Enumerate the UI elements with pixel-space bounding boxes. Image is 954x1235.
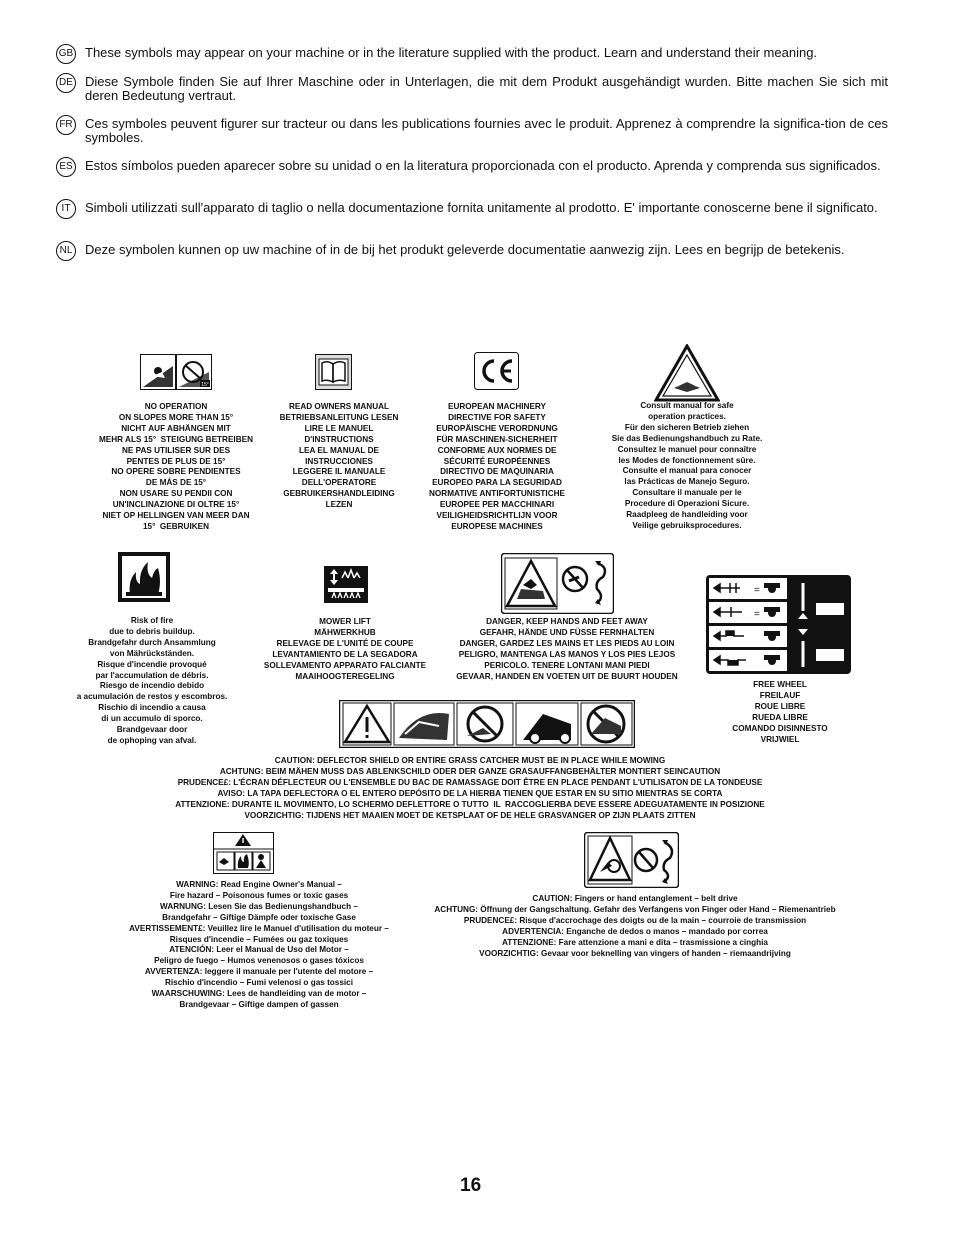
slope-badge-text: 15° xyxy=(201,382,209,388)
lang-badge-nl: NL xyxy=(56,241,76,261)
intro-text-de: Diese Symbole finden Sie auf Ihrer Maschine oder in Unterlagen, die mit dem Produkt ausgehändigt wurden. Bitte machen Sie sich mit deren Bedeutung vertraut. xyxy=(85,74,888,103)
caption-danger: DANGER, KEEP HANDS AND FEET AWAY GEFAHR, HÄNDE UND FÜSSE FERNHALTEN DANGER, GARDEZ LES MAINS ET LES PIEDS AU LOIN PELIGRO, MANTENGA LAS MANOS Y LOS PIES LEJOS PERICOLO. TENERE LONTANI MANI PIEDI GEVAAR, HANDEN EN VOETEN UIT DE BUURT HOUDEN xyxy=(456,617,678,681)
lang-badge-fr: FR xyxy=(56,115,76,135)
intro-nl xyxy=(56,243,888,261)
page-number: 16 xyxy=(460,1175,482,1196)
slope-warning-icon xyxy=(140,354,212,390)
engine-manual-warning-icon xyxy=(213,832,274,874)
caption-read-manual: READ OWNERS MANUAL BETRIEBSANLEITUNG LESEN LIRE LE MANUEL D'INSTRUCTIONS LEA EL MANUAL DE INSTRUCCIONES LEGGERE IL MANUALE DELL'OPERATORE GEBRUIKERSHANDLEIDING LEZEN xyxy=(279,402,399,510)
consult-manual-warning-icon xyxy=(654,344,720,402)
mower-lift-icon xyxy=(324,566,368,603)
ce-mark-icon xyxy=(474,352,519,390)
free-wheel-icon xyxy=(706,575,851,674)
intro-fr xyxy=(56,117,888,145)
intro-de xyxy=(56,75,888,103)
intro-text-es: Estos símbolos pueden aparecer sobre su unidad o en la literatura proporcionada con el producto. Aprenda y comprenda sus significados. xyxy=(85,158,881,173)
read-manual-icon xyxy=(315,354,352,390)
intro-gb xyxy=(56,46,888,64)
intro-text-nl: Deze symbolen kunnen op uw machine of in de bij het produkt geleverde documentatie aanwezig zijn. Lees en begrijp de betekenis. xyxy=(85,242,845,257)
caption-engine: WARNING: Read Engine Owner's Manual – Fire hazard – Poisonous fumes or toxic gases WARNUNG: Lesen Sie das Bedienungshandbuch – Brandgefahr – Giftige Dämpfe oder toxische Gase AVERTISSEMENT£: Veuillez lire le Manuel d'utilisation du moteur – Risques d'incendie – Fumées ou gaz toxiques ATENCIÓN: Leer el Manual de Uso del Motor – Peligro de fuego – Humos venenosos o gases tóxicos AVVERTENZA: leggere il manuale per l'utente del motore – Rischio d'incendio – Fumi velenosi o gas tossici WAARSCHUWING: Lees de handleiding van de motor – Brandgevaar – Giftige dampen of gassen xyxy=(129,880,389,1009)
caption-ce: EUROPEAN MACHINERY DIRECTIVE FOR SAFETY EUROPÄISCHE VERORDNUNG FÜR MASCHINEN-SICHERHEIT CONFORME AUX NORMES DE SÉCURITÉ EUROPÉENNES DIRECTIVO DE MAQUINARIA EUROPEO PARA LA SEGURIDAD NORMATIVE ANTIFORTUNISTICHE EUROPEE PER MACCHINARI VEILIGHEIDSRICHTLIJN VOOR EUROPESE MACHINES xyxy=(429,402,565,531)
free-wheel-equals-2: = xyxy=(754,609,760,620)
lang-badge-it: IT xyxy=(56,199,76,219)
intro-text-it: Simboli utilizzati sull'apparato di taglio o nella documentazione fornita unitamente al prodotto. E' importante conoscerne bene il significato. xyxy=(85,200,878,215)
caption-fire: Risk of fire due to debris buildup. Brandgefahr durch Ansammlung von Mährückständen. Risque d'incendie provoqué par l'accumulation de débris. Riesgo de incendio debido a acumulación de restos y escombros. Rischio di incendio a causa di un accumulo di sporco. Brandgevaar door de ophoping van afval. xyxy=(76,616,228,745)
fire-hazard-icon xyxy=(118,552,170,602)
lang-badge-de: DE xyxy=(56,73,76,93)
caption-slopes: NO OPERATION ON SLOPES MORE THAN 15° NICHT AUF ABHÄNGEN MIT MEHR ALS 15° STEIGUNG BETREIBEN NE PAS UTILISER SUR DES PENTES DE PLUS DE 15° NO OPERE SOBRE PENDIENTES DE MÁS DE 15° NON USARE SU PENDII CON UN'INCLINAZIONE DI OLTRE 15° NIET OP HELLINGEN VAN MEER DAN 15° GEBRUIKEN xyxy=(98,402,253,531)
lang-badge-es: ES xyxy=(56,157,76,177)
deflector-warning-strip-icon xyxy=(339,700,635,748)
caption-deflector: CAUTION: DEFLECTOR SHIELD OR ENTIRE GRASS CATCHER MUST BE IN PLACE WHILE MOWING ACHTUNG: BEIM MÄHEN MUSS DAS ABLENKSCHILD ODER DER GANZE GRASAUFFANGBEHÄLTER MONTIERT SEINCAUTION PRUDENCE£: L'ÉCRAN DÉFLECTEUR OU L'ENSEMBLE DU BAC DE RAMASSAGE DOIT ÊTRE EN PLACE PENDANT L'UTILISATON DE LA TONDEUSE AVISO: LA TAPA DEFLECTORA O EL ENTERO DEPÓSITO DE LA HIERBA TIENEN QUE ESTAR EN SU SITIO MIENTRAS SE CORTA ATTENZIONE: DURANTE IL MOVIMENTO, LO SCHERMO DEFLETTORE O TUTTO IL RACCOGLIERBA DEVE ESSERE ADEGUATAMENTE IN POSIZIONE VOORZICHTIG: TIJDENS HET MAAIEN MOET DE KETSPLAAT OF DE HELE GRASVANGER OP ZIJN PLAATS ZITTEN xyxy=(175,756,765,820)
free-wheel-equals-1: = xyxy=(754,585,760,596)
lang-badge-gb: GB xyxy=(56,44,76,64)
caption-consult: Consult manual for safe operation practices. Für den sicheren Betrieb ziehen Sie das Bedienungshandbuch zu Rate. Consultez le manuel pour connaître les Modes de fonctionnement sûre. Consulte el manual para conocer las Prácticas de Manejo Seguro. Consultare il manuale per le Procedure di Operazioni Sicure. Raadpleeg de handleiding voor Veilige gebruiksprocedures. xyxy=(611,401,763,530)
danger-hands-feet-icon xyxy=(501,553,614,614)
intro-text-gb: These symbols may appear on your machine or in the literature supplied with the product. Learn and understand their meaning. xyxy=(85,45,818,60)
caption-belt: CAUTION: Fingers or hand entanglement – belt drive ACHTUNG: Öffnung der Gangschaltung. Gefahr des Verfangens von Finger oder Hand – Riemenantrieb PRUDENCE£: Risque d'accrochage des doigts ou de la main – courroie de transmission ADVERTENCIA: Enganche de dedos o manos – mandado por correa ATTENZIONE: Fare attenzione a mani e dita – trasmissione a cinghia VOORZICHTIG: Gevaar voor beknelling van vingers of handen – riemaandrijving xyxy=(434,894,836,958)
belt-entanglement-icon xyxy=(584,832,679,888)
intro-it xyxy=(56,201,888,219)
intro-text-fr: Ces symboles peuvent figurer sur tracteur ou dans les publications fournies avec le produit. Apprenez à comprendre la significa-tion de ces symboles. xyxy=(85,116,888,145)
caption-mower-lift: MOWER LIFT MÄHWERKHUB RELEVAGE DE L'UNITÉ DE COUPE LEVANTAMIENTO DE LA SEGADORA SOLLEVAMENTO APPARATO FALCIANTE MAAIHOOGTEREGELING xyxy=(263,617,427,681)
caption-free-wheel: FREE WHEEL FREILAUF ROUE LIBRE RUEDA LIBRE COMANDO DISINNESTO VRIJWIEL xyxy=(732,680,828,744)
intro-es xyxy=(56,159,888,177)
